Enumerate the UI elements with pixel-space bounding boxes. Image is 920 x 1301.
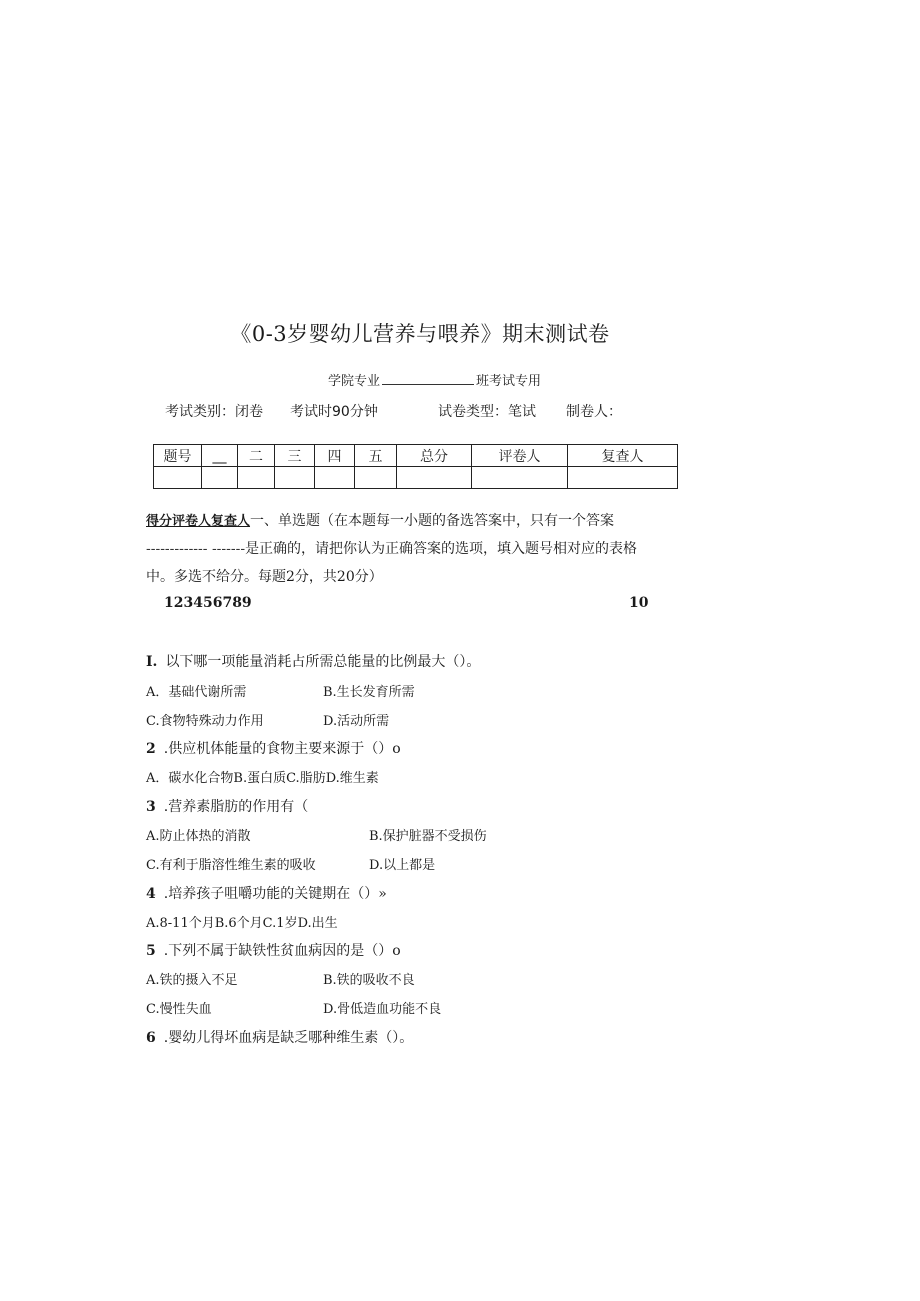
score-cell[interactable] [275,467,315,489]
question-4 [146,883,387,903]
question-text: .下列不属于缺铁性贫血病因的是（）o [163,943,401,959]
option-c: C.慢性失血 [146,1002,212,1017]
question-text: .培养孩子咀嚼功能的关键期在（）» [163,886,387,902]
paper-type: 试卷类型：笔试 [438,404,536,420]
question-number: I. [146,654,158,670]
section1-header [146,510,614,530]
score-cell[interactable] [568,467,678,489]
question-number: 6 [146,1030,156,1046]
question-text: .营养素脂肪的作用有（ [163,799,309,815]
answer-numbers: 123456789 [164,595,252,611]
option-a: A．基础代谢所需 [146,685,247,700]
score-header-cell: __ [202,445,238,467]
dash-line: ------------- ------- [146,541,246,557]
options-line: A．碳水化合物B.蛋白质C.脂肪D.维生素 [146,771,379,786]
score-cell[interactable] [472,467,568,489]
options-line: A.8-11个月B.6个月C.1岁D.出生 [146,916,338,931]
question-2 [146,738,401,758]
score-cell[interactable] [202,467,238,489]
score-cell[interactable] [238,467,275,489]
question-6 [146,1027,413,1047]
score-cell[interactable] [154,467,202,489]
section1-instruction-2: 是正确的，请把你认为正确答案的选项，填入题号相对应的表格 [245,541,638,557]
exam-category: 考试类别：闭卷 [165,404,263,420]
option-b: B.保护脏器不受损伤 [369,829,487,844]
section1-instruction-line2 [146,538,637,558]
question-5 [146,940,401,960]
score-header-cell: 复查人 [568,445,678,467]
score-header-cell: 题号 [154,445,202,467]
paper-maker: 制卷人： [566,404,622,420]
college-major-label: 学院专业 [328,374,381,389]
option-d: D.活动所需 [323,714,390,729]
score-header-cell: 评卷人 [472,445,568,467]
score-header-cell: 二 [238,445,275,467]
score-table [153,444,678,489]
question-number: 4 [146,886,156,902]
header-line [328,370,541,389]
question-text: .婴幼儿得坏血病是缺乏哪种维生素（）。 [163,1030,414,1046]
grader-label: 得分评卷人复查人 [146,514,251,529]
option-c: C.食物特殊动力作用 [146,714,264,729]
question-text: .供应机体能量的食物主要来源于（）o [163,741,401,757]
option-b: B.生长发育所需 [323,685,415,700]
score-header-cell: 三 [275,445,315,467]
option-d: D.以上都是 [369,858,436,873]
question-number: 3 [146,799,156,815]
score-cell[interactable] [355,467,397,489]
score-cell[interactable] [397,467,472,489]
major-blank [382,372,474,385]
section1-instruction-1: 一、单选题（在本题每一小题的备选答案中，只有一个答案 [250,513,615,529]
option-a: A.铁的摄入不足 [146,973,238,988]
score-table-header-row [154,445,678,467]
class-exam-label: 班考试专用 [476,374,542,389]
exam-duration: 考试时90分钟 [290,404,378,420]
score-header-cell: 四 [315,445,355,467]
option-c: C.有利于脂溶性维生素的吸收 [146,858,316,873]
question-1 [146,651,480,671]
score-table-value-row [154,467,678,489]
score-header-cell: 五 [355,445,397,467]
question-number: 2 [146,741,156,757]
answer-number-10: 10 [629,595,649,611]
option-a: A.防止体热的消散 [146,829,251,844]
score-header-cell: 总分 [397,445,472,467]
score-cell[interactable] [315,467,355,489]
question-3 [146,796,308,816]
question-text: 以下哪一项能量消耗占所需总能量的比例最大（）。 [165,654,481,670]
question-number: 5 [146,943,156,959]
option-d: D.骨低造血功能不良 [323,1002,442,1017]
exam-title: 《0-3岁婴幼儿营养与喂养》期末测试卷 [230,322,610,346]
section1-instruction-3: 中。多选不给分。每题2分，共20分） [146,569,383,585]
option-b: B.铁的吸收不良 [323,973,415,988]
